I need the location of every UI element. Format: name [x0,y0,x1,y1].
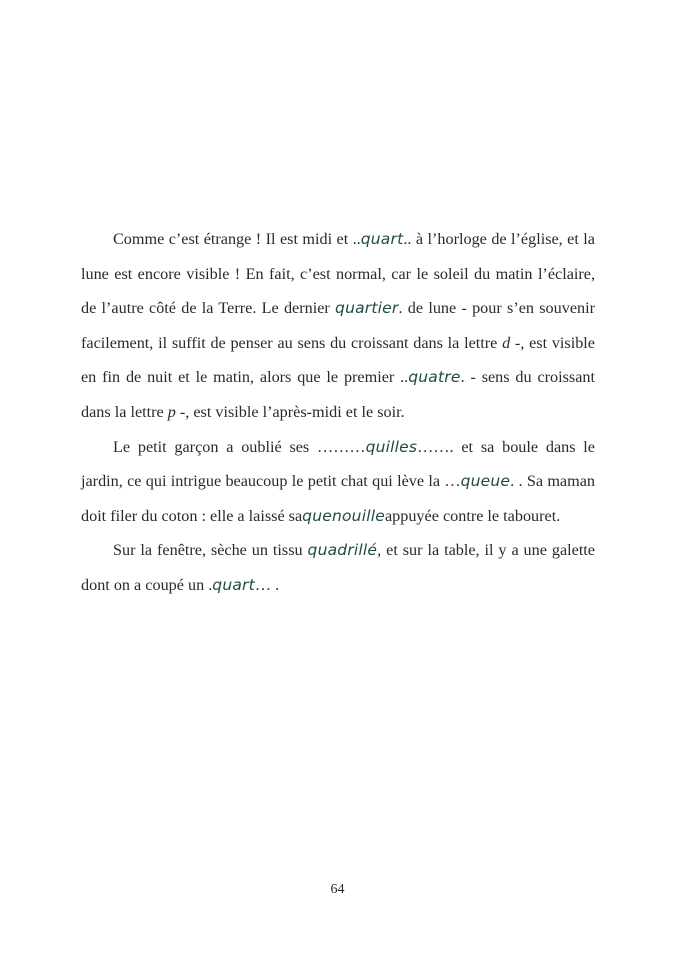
text-segment: … . [254,575,280,594]
handwritten-answer: quenouille [302,506,385,525]
paragraph-moon [81,222,595,430]
text-segment: Le petit garçon a oublié ses ……… [113,437,366,456]
text-segment: ……. et sa boule dans le jardin, ce qui intrigue beaucoup le petit chat qui lève la … [81,437,595,491]
text-segment: Sur la fenêtre, sèche un tissu [113,541,308,560]
text-segment: , et sur la table, il y a une galette dont on a coupé un . [81,541,595,594]
text-segment: . . Sa maman doit filer du coton : elle a laissé sa [81,472,595,525]
paragraph-boy [81,430,595,534]
text-segment: Comme c’est étrange ! Il est midi et .. [113,230,361,248]
handwritten-answer: quatre [408,368,461,387]
page-number: 64 [330,882,345,897]
handwritten-answer: quart [212,575,255,594]
handwritten-answer: quilles [365,437,418,456]
body-text [81,222,595,603]
handwritten-answer: quadrillé [307,541,378,560]
handwritten-answer: queue [460,472,511,491]
text-segment: . - sens du croissant dans la lettre [81,368,595,421]
text-segment: -, est visible en fin de nuit et le matin, alors que le premier .. [81,333,595,387]
text-segment: -, est visible l’après-midi et le soir. [175,402,405,421]
italic-letter: d [502,333,511,352]
paragraph-window [81,533,595,602]
text-segment: . de lune - pour s’en souvenir facilement, il suffit de penser au sens du croissant dans la lettre [81,299,595,352]
handwritten-answer: quart [360,230,404,248]
text-segment: .. à l’horloge de l’église, et la lune est encore visible ! En fait, c’est normal, car le soleil du matin l’éclaire, de l’autre côté de la Terre. Le dernier [81,230,595,318]
italic-letter: p [167,402,176,421]
text-segment: appuyée contre le tabouret. [384,506,561,525]
handwritten-answer: quartier [335,299,399,318]
